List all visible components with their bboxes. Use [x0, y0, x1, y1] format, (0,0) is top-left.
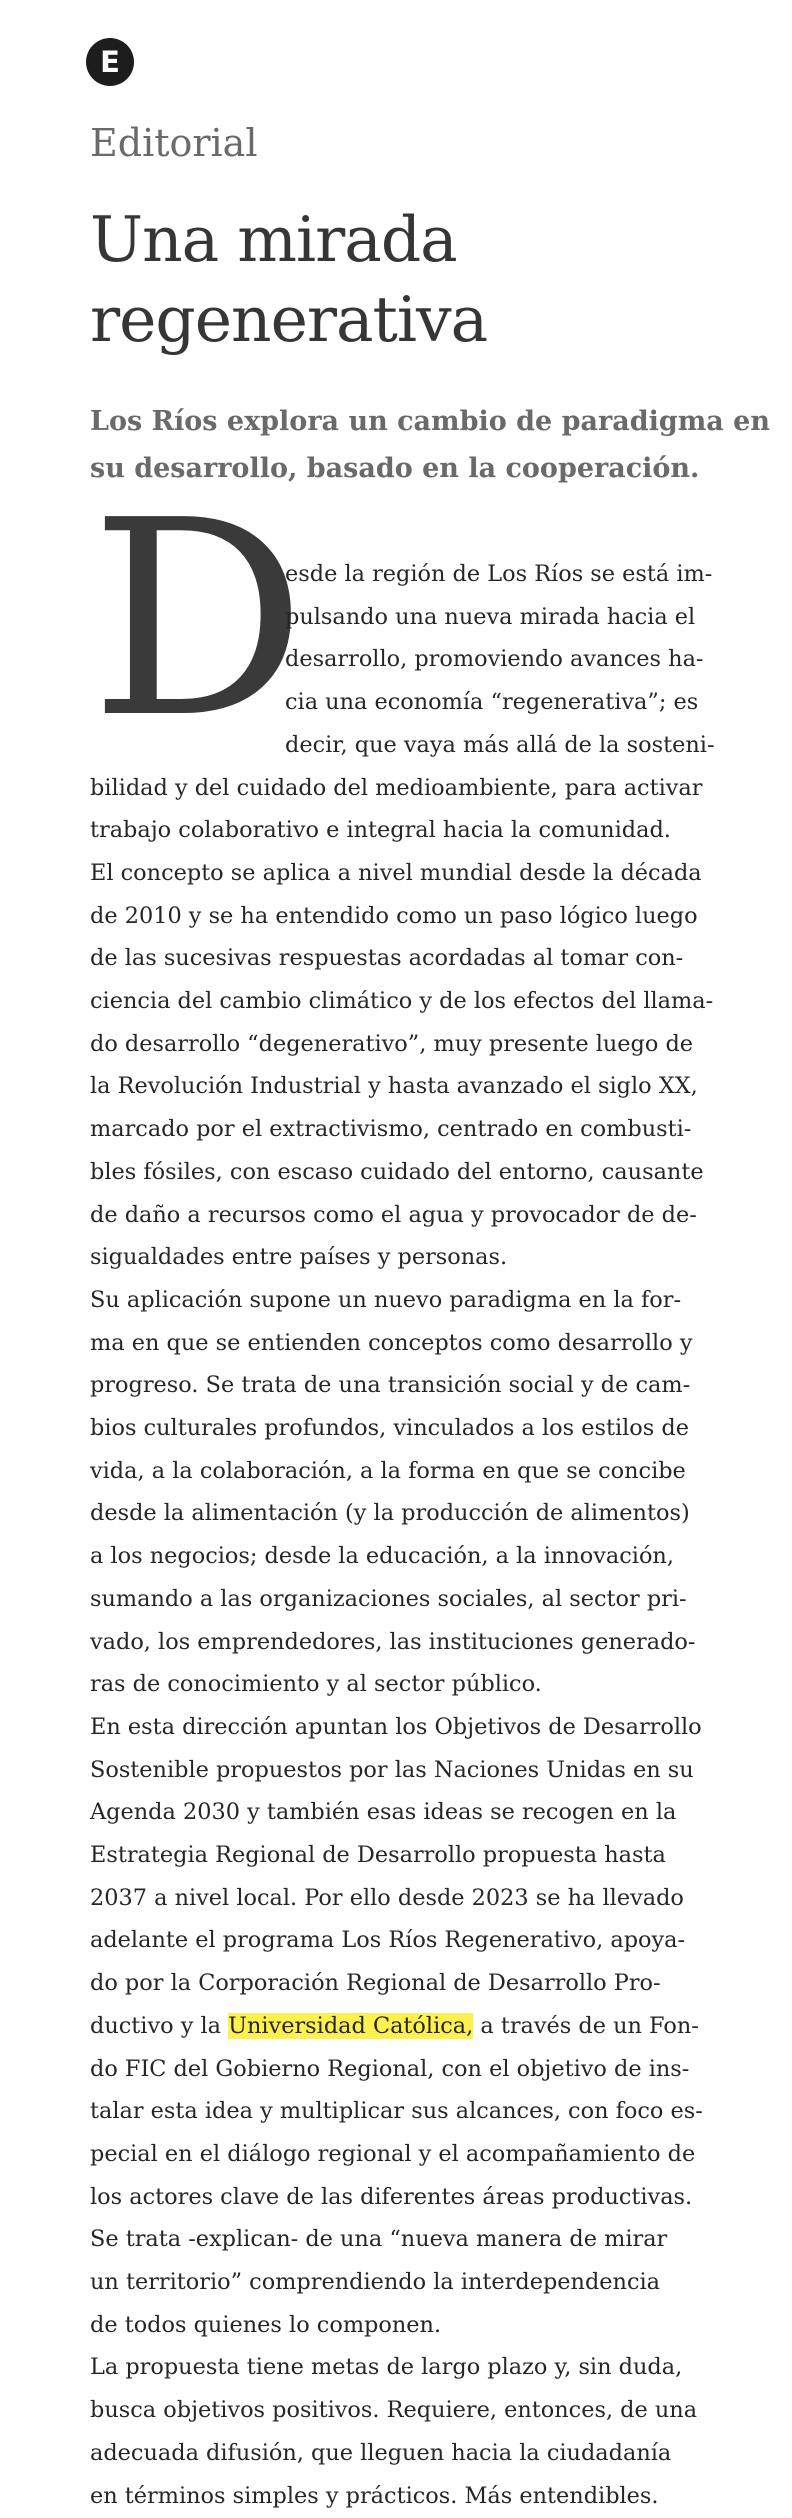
body-line: desde la alimentación (y la producción de alimentos)	[90, 1500, 690, 1527]
body-line: cia una economía “regenerativa”; es	[285, 689, 699, 716]
body-line: adelante el programa Los Ríos Regenerativo, apoya-	[90, 1927, 686, 1954]
body-line: bilidad y del cuidado del medioambiente, para activar	[90, 774, 703, 801]
body-line: busca objetivos positivos. Requiere, entonces, de una	[90, 2397, 698, 2424]
body-line: bles fósiles, con escaso cuidado del entorno, causante	[90, 1158, 704, 1185]
body-line: 2037 a nivel local. Por ello desde 2023 se ha llevado	[90, 1884, 684, 1911]
body-line: ras de conocimiento y al sector público.	[90, 1671, 542, 1698]
body-line: trabajo colaborativo e integral hacia la comunidad.	[90, 817, 671, 844]
body-line: esde la región de Los Ríos se está im-	[285, 561, 713, 587]
section-e-icon: E	[86, 38, 134, 86]
body-line	[90, 2004, 699, 2048]
body-line: vida, a la colaboración, a la forma en que se concibe	[90, 1457, 686, 1484]
body-line: Su aplicación supone un nuevo paradigma en la for-	[90, 1286, 682, 1313]
body-line: ma en que se entienden conceptos como desarrollo y	[90, 1329, 693, 1356]
body-line: de las sucesivas respuestas acordadas al tomar con-	[90, 945, 684, 972]
body-line: la Revolución Industrial y hasta avanzado el siglo XX,	[90, 1073, 698, 1100]
body-line: de 2010 y se ha entendido como un paso lógico luego	[90, 902, 698, 929]
body-line: Sostenible propuestos por las Naciones Unidas en su	[90, 1756, 694, 1783]
section-label: Editorial	[90, 121, 258, 165]
body-line: talar esta idea y multiplicar sus alcances, con foco es-	[90, 2098, 703, 2125]
highlight-line-before: ductivo y la	[90, 2012, 229, 2039]
body-line: a los negocios; desde la educación, a la innovación,	[90, 1543, 674, 1570]
body-line: Agenda 2030 y también esas ideas se recogen en la	[90, 1799, 677, 1826]
body-line: do por la Corporación Regional de Desarrollo Pro-	[90, 1970, 661, 1997]
body-line: do desarrollo “degenerativo”, muy presente luego de	[90, 1030, 694, 1057]
body-line: un territorio” comprendiendo la interdependencia	[90, 2269, 661, 2295]
body-line: desarrollo, promoviendo avances ha-	[285, 646, 704, 673]
body-line: progreso. Se trata de una transición social y de cam-	[90, 1372, 691, 1399]
body-line: Estrategia Regional de Desarrollo propuesta hasta	[90, 1842, 666, 1868]
highlighted-text: Universidad Católica,	[228, 2012, 474, 2039]
body-line: sigualdades entre países y personas.	[90, 1244, 508, 1271]
deck: Los Ríos explora un cambio de paradigma en su desarrollo, basado en la cooperación.	[90, 406, 770, 484]
body-line: marcado por el extractivismo, centrado en combusti-	[90, 1116, 692, 1143]
body-line: El concepto se aplica a nivel mundial desde la década	[90, 859, 702, 886]
body-line: sumando a las organizaciones sociales, al sector pri-	[90, 1585, 687, 1612]
body-line: bios culturales profundos, vinculados a los estilos de	[90, 1415, 689, 1441]
body-line: ciencia del cambio climático y de los efectos del llama-	[90, 988, 714, 1014]
highlight-line-after: a través de un Fon-	[473, 2012, 699, 2039]
body-line: do FIC del Gobierno Regional, con el objetivo de ins-	[90, 2055, 690, 2082]
body-line: Se trata -explican- de una “nueva manera de mirar	[90, 2226, 668, 2253]
body-line: La propuesta tiene metas de largo plazo y, sin duda,	[90, 2354, 683, 2381]
body-line: pulsando una nueva mirada hacia el	[285, 603, 696, 630]
body-line: vado, los emprendedores, las instituciones generado-	[90, 1628, 696, 1655]
body-line: decir, que vaya más allá de la sosteni-	[285, 731, 715, 758]
headline: Una mirada regenerativa	[90, 203, 488, 356]
body-line: adecuada difusión, que lleguen hacia la ciudadanía	[90, 2439, 672, 2466]
body-line: En esta dirección apuntan los Objetivos de Desarrollo	[90, 1713, 702, 1740]
body-line: de todos quienes lo componen.	[90, 2311, 442, 2338]
body-line: los actores clave de las diferentes áreas productivas.	[90, 2183, 693, 2210]
drop-cap: D	[90, 462, 307, 777]
body-line: en términos simples y prácticos. Más entendibles.	[90, 2482, 659, 2509]
body-line: pecial en el diálogo regional y el acompañamiento de	[90, 2140, 696, 2167]
body-line: de daño a recursos como el agua y provocador de de-	[90, 1201, 697, 1228]
